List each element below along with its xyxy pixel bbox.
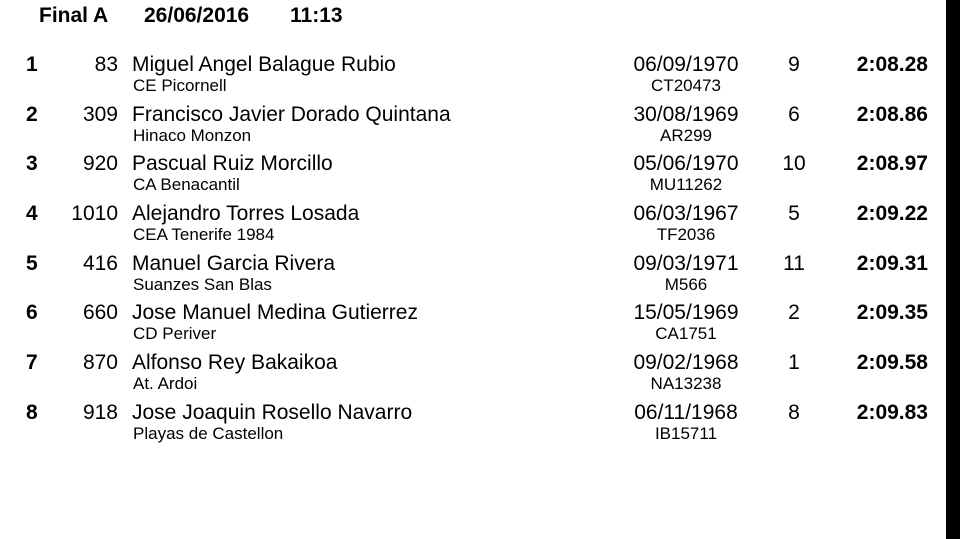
- finish-time: 2:09.58: [856, 351, 928, 375]
- athlete-name: Jose Manuel Medina Gutierrez: [132, 301, 418, 325]
- finish-time: 2:09.22: [856, 202, 928, 226]
- birth-date: 06/03/1967: [633, 202, 739, 226]
- bib-number: 309: [82, 102, 118, 126]
- position: 6: [26, 301, 38, 325]
- lane-number: 10: [782, 152, 806, 176]
- race-date: 26/06/2016: [144, 4, 250, 27]
- birth-date: 30/08/1969: [633, 102, 739, 126]
- finish-time: 2:09.35: [856, 301, 928, 325]
- bib-number: 83: [94, 53, 118, 76]
- athlete-club: CA Benacantil: [133, 175, 240, 195]
- bib-number: 416: [82, 251, 118, 275]
- position: 7: [26, 351, 38, 375]
- lane-number: 5: [788, 202, 800, 226]
- lane-number: 6: [788, 102, 800, 126]
- result-row: [0, 299, 946, 349]
- finish-time: 2:08.86: [856, 102, 928, 126]
- license-number: IB15711: [654, 423, 718, 443]
- results-header: [39, 2, 343, 32]
- result-row: [0, 399, 946, 449]
- position: 5: [26, 251, 38, 275]
- athlete-name: Manuel Garcia Rivera: [132, 251, 336, 275]
- birth-date: 09/02/1968: [633, 351, 739, 375]
- athlete-name: Francisco Javier Dorado Quintana: [132, 102, 451, 126]
- result-row: [0, 349, 946, 399]
- athlete-name: Miguel Angel Balague Rubio: [132, 53, 396, 76]
- athlete-club: Suanzes San Blas: [133, 274, 272, 294]
- finish-time: 2:08.28: [856, 53, 928, 76]
- lane-number: 8: [788, 400, 800, 424]
- bib-number: 920: [82, 152, 118, 176]
- lane-number: 11: [783, 251, 805, 275]
- athlete-club: CD Periver: [133, 324, 217, 344]
- finish-time: 2:08.97: [856, 152, 928, 176]
- position: 3: [26, 152, 38, 176]
- birth-date: 06/09/1970: [633, 53, 739, 76]
- bib-number: 918: [82, 400, 118, 424]
- finish-time: 2:09.31: [856, 251, 928, 275]
- lane-number: 9: [788, 53, 800, 76]
- race-time: 11:13: [290, 4, 343, 27]
- lane-number: 2: [788, 301, 800, 325]
- result-row: [0, 200, 946, 250]
- athlete-name: Pascual Ruiz Morcillo: [132, 152, 333, 176]
- position: 2: [26, 102, 38, 126]
- license-number: MU11262: [649, 175, 723, 195]
- birth-date: 05/06/1970: [633, 152, 739, 176]
- result-row: [0, 150, 946, 200]
- license-number: TF2036: [656, 225, 716, 245]
- finish-time: 2:09.83: [856, 400, 928, 424]
- position: 4: [26, 202, 38, 226]
- result-row: [0, 250, 946, 300]
- athlete-club: Hinaco Monzon: [133, 125, 252, 145]
- bib-number: 660: [82, 301, 118, 325]
- result-row: [0, 101, 946, 151]
- license-number: CT20473: [651, 76, 721, 95]
- bib-number: 1010: [71, 202, 118, 226]
- birth-date: 09/03/1971: [633, 251, 739, 275]
- lane-number: 1: [788, 351, 800, 375]
- race-title: Final A: [39, 4, 109, 27]
- athlete-name: Jose Joaquin Rosello Navarro: [132, 400, 413, 424]
- license-number: NA13238: [650, 374, 722, 394]
- birth-date: 15/05/1969: [633, 301, 739, 325]
- license-number: CA1751: [655, 324, 717, 344]
- results-list: [0, 51, 946, 449]
- position: 8: [26, 400, 38, 424]
- license-number: AR299: [660, 125, 712, 145]
- result-row: [0, 51, 946, 101]
- athlete-name: Alfonso Rey Bakaikoa: [132, 351, 338, 375]
- license-number: M566: [664, 274, 708, 294]
- athlete-club: At. Ardoi: [133, 374, 198, 394]
- athlete-club: Playas de Castellon: [133, 423, 284, 443]
- athlete-club: CE Picornell: [133, 76, 227, 95]
- athlete-club: CEA Tenerife 1984: [133, 225, 275, 245]
- birth-date: 06/11/1968: [634, 400, 738, 424]
- bib-number: 870: [82, 351, 118, 375]
- position: 1: [26, 53, 38, 76]
- athlete-name: Alejandro Torres Losada: [132, 202, 360, 226]
